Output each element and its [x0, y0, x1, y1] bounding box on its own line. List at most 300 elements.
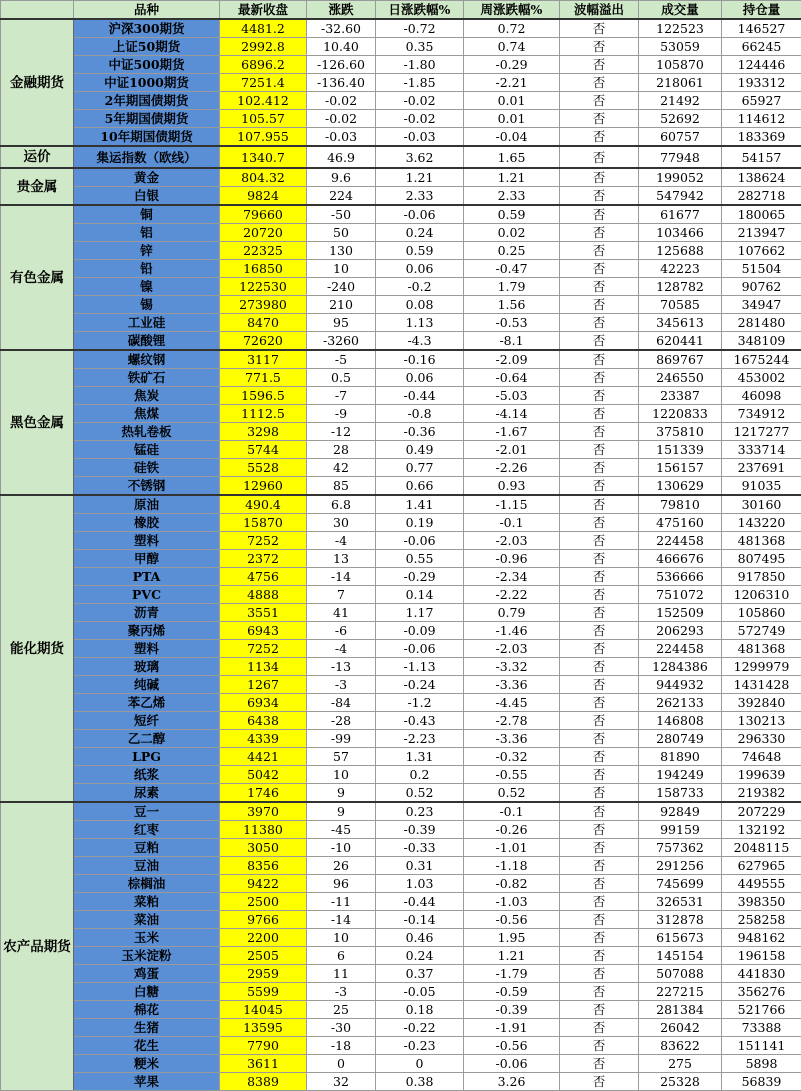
daily-change-pct-cell: 1.13 — [376, 314, 464, 332]
latest-close-cell: 12960 — [220, 477, 307, 496]
table-row — [1, 748, 801, 766]
variety-name-cell: 铜 — [74, 205, 220, 224]
change-cell: -3260 — [307, 332, 376, 351]
weekly-change-pct-cell: -1.46 — [464, 622, 560, 640]
table-row — [1, 965, 801, 983]
latest-close-cell: 3611 — [220, 1055, 307, 1073]
daily-change-pct-cell: 0.18 — [376, 1001, 464, 1019]
change-cell: 41 — [307, 604, 376, 622]
variety-name-cell: 焦煤 — [74, 405, 220, 423]
variety-name-cell: 白糖 — [74, 983, 220, 1001]
volume-cell: 1220833 — [639, 405, 722, 423]
variety-name-cell: 生猪 — [74, 1019, 220, 1037]
weekly-change-pct-cell: 1.95 — [464, 929, 560, 947]
volume-cell: 246550 — [639, 369, 722, 387]
latest-close-cell: 5528 — [220, 459, 307, 477]
latest-close-cell: 1112.5 — [220, 405, 307, 423]
weekly-change-pct-cell: -2.21 — [464, 74, 560, 92]
daily-change-pct-cell: 1.21 — [376, 168, 464, 187]
volatility-overflow-cell: 否 — [560, 730, 639, 748]
volume-cell: 81890 — [639, 748, 722, 766]
weekly-change-pct-cell: -3.32 — [464, 658, 560, 676]
weekly-change-pct-cell: -3.36 — [464, 676, 560, 694]
table-row — [1, 1037, 801, 1055]
weekly-change-pct-cell: 1.79 — [464, 278, 560, 296]
volatility-overflow-cell: 否 — [560, 568, 639, 586]
latest-close-cell: 3050 — [220, 839, 307, 857]
volume-cell: 199052 — [639, 168, 722, 187]
open-interest-cell: 449555 — [722, 875, 801, 893]
change-cell: -0.03 — [307, 128, 376, 147]
weekly-change-pct-cell: -1.01 — [464, 839, 560, 857]
daily-change-pct-cell: 0.23 — [376, 802, 464, 821]
change-cell: 28 — [307, 441, 376, 459]
volume-cell: 944932 — [639, 676, 722, 694]
volatility-overflow-cell: 否 — [560, 911, 639, 929]
open-interest-cell: 333714 — [722, 441, 801, 459]
open-interest-cell: 1675244 — [722, 350, 801, 369]
weekly-change-pct-cell: -4.45 — [464, 694, 560, 712]
volume-cell: 280749 — [639, 730, 722, 748]
daily-change-pct-cell: -0.22 — [376, 1019, 464, 1037]
variety-name-cell: 豆一 — [74, 802, 220, 821]
weekly-change-pct-cell: 0.02 — [464, 224, 560, 242]
variety-name-cell: 纸浆 — [74, 766, 220, 784]
table-row — [1, 205, 801, 224]
weekly-change-pct-cell: 3.26 — [464, 1073, 560, 1091]
volatility-overflow-cell: 否 — [560, 19, 639, 38]
table-row — [1, 1073, 801, 1091]
change-cell: 50 — [307, 224, 376, 242]
latest-close-cell: 15870 — [220, 514, 307, 532]
volatility-overflow-cell: 否 — [560, 821, 639, 839]
latest-close-cell: 1340.7 — [220, 146, 307, 168]
change-cell: 130 — [307, 242, 376, 260]
volume-cell: 83622 — [639, 1037, 722, 1055]
variety-name-cell: 乙二醇 — [74, 730, 220, 748]
latest-close-cell: 7790 — [220, 1037, 307, 1055]
daily-change-pct-cell: 0.35 — [376, 38, 464, 56]
table-row — [1, 839, 801, 857]
open-interest-cell: 193312 — [722, 74, 801, 92]
latest-close-cell: 102.412 — [220, 92, 307, 110]
volatility-overflow-cell: 否 — [560, 205, 639, 224]
variety-name-cell: 甲醇 — [74, 550, 220, 568]
open-interest-cell: 66245 — [722, 38, 801, 56]
volume-cell: 466676 — [639, 550, 722, 568]
volume-cell: 103466 — [639, 224, 722, 242]
header-change: 涨跌 — [307, 1, 376, 20]
latest-close-cell: 3551 — [220, 604, 307, 622]
variety-name-cell: 原油 — [74, 495, 220, 514]
open-interest-cell: 572749 — [722, 622, 801, 640]
change-cell: 10 — [307, 260, 376, 278]
volatility-overflow-cell: 否 — [560, 187, 639, 206]
latest-close-cell: 3298 — [220, 423, 307, 441]
open-interest-cell: 348109 — [722, 332, 801, 351]
table-row — [1, 712, 801, 730]
volatility-overflow-cell: 否 — [560, 314, 639, 332]
volume-cell: 42223 — [639, 260, 722, 278]
weekly-change-pct-cell: 0.25 — [464, 242, 560, 260]
latest-close-cell: 4421 — [220, 748, 307, 766]
volume-cell: 262133 — [639, 694, 722, 712]
header-category — [1, 1, 74, 20]
variety-name-cell: 玉米淀粉 — [74, 947, 220, 965]
weekly-change-pct-cell: -1.79 — [464, 965, 560, 983]
table-row — [1, 459, 801, 477]
weekly-change-pct-cell: -0.64 — [464, 369, 560, 387]
open-interest-cell: 34947 — [722, 296, 801, 314]
latest-close-cell: 9422 — [220, 875, 307, 893]
weekly-change-pct-cell: 0.93 — [464, 477, 560, 496]
change-cell: 9.6 — [307, 168, 376, 187]
table-row — [1, 676, 801, 694]
table-row — [1, 983, 801, 1001]
weekly-change-pct-cell: -0.47 — [464, 260, 560, 278]
table-row — [1, 224, 801, 242]
table-row — [1, 477, 801, 496]
volume-cell: 128782 — [639, 278, 722, 296]
latest-close-cell: 16850 — [220, 260, 307, 278]
daily-change-pct-cell: 1.17 — [376, 604, 464, 622]
variety-name-cell: 中证1000期货 — [74, 74, 220, 92]
daily-change-pct-cell: 1.31 — [376, 748, 464, 766]
weekly-change-pct-cell: -2.01 — [464, 441, 560, 459]
volume-cell: 61677 — [639, 205, 722, 224]
weekly-change-pct-cell: -5.03 — [464, 387, 560, 405]
latest-close-cell: 20720 — [220, 224, 307, 242]
variety-name-cell: 锰硅 — [74, 441, 220, 459]
variety-name-cell: 苯乙烯 — [74, 694, 220, 712]
table-row — [1, 242, 801, 260]
variety-name-cell: 鸡蛋 — [74, 965, 220, 983]
table-row — [1, 586, 801, 604]
volatility-overflow-cell: 否 — [560, 38, 639, 56]
volume-cell: 291256 — [639, 857, 722, 875]
open-interest-cell: 46098 — [722, 387, 801, 405]
volume-cell: 79810 — [639, 495, 722, 514]
change-cell: -28 — [307, 712, 376, 730]
open-interest-cell: 453002 — [722, 369, 801, 387]
table-row — [1, 640, 801, 658]
header-volatility-overflow: 波幅溢出 — [560, 1, 639, 20]
daily-change-pct-cell: -0.06 — [376, 205, 464, 224]
change-cell: -4 — [307, 532, 376, 550]
table-row — [1, 857, 801, 875]
volatility-overflow-cell: 否 — [560, 332, 639, 351]
volume-cell: 92849 — [639, 802, 722, 821]
latest-close-cell: 1596.5 — [220, 387, 307, 405]
open-interest-cell: 296330 — [722, 730, 801, 748]
volatility-overflow-cell: 否 — [560, 423, 639, 441]
volume-cell: 23387 — [639, 387, 722, 405]
change-cell: -50 — [307, 205, 376, 224]
daily-change-pct-cell: -0.06 — [376, 640, 464, 658]
variety-name-cell: 塑料 — [74, 640, 220, 658]
volatility-overflow-cell: 否 — [560, 857, 639, 875]
volume-cell: 227215 — [639, 983, 722, 1001]
daily-change-pct-cell: -0.16 — [376, 350, 464, 369]
latest-close-cell: 122530 — [220, 278, 307, 296]
volume-cell: 507088 — [639, 965, 722, 983]
open-interest-cell: 183369 — [722, 128, 801, 147]
weekly-change-pct-cell: -0.39 — [464, 1001, 560, 1019]
table-row — [1, 387, 801, 405]
volatility-overflow-cell: 否 — [560, 694, 639, 712]
table-row — [1, 146, 801, 168]
daily-change-pct-cell: 0.66 — [376, 477, 464, 496]
volume-cell: 53059 — [639, 38, 722, 56]
volume-cell: 869767 — [639, 350, 722, 369]
variety-name-cell: 铝 — [74, 224, 220, 242]
latest-close-cell: 1746 — [220, 784, 307, 803]
variety-name-cell: 碳酸锂 — [74, 332, 220, 351]
volume-cell: 745699 — [639, 875, 722, 893]
table-row — [1, 730, 801, 748]
daily-change-pct-cell: -1.80 — [376, 56, 464, 74]
daily-change-pct-cell: -0.24 — [376, 676, 464, 694]
change-cell: -14 — [307, 911, 376, 929]
volume-cell: 751072 — [639, 586, 722, 604]
change-cell: -136.40 — [307, 74, 376, 92]
daily-change-pct-cell: 0.52 — [376, 784, 464, 803]
volume-cell: 105870 — [639, 56, 722, 74]
daily-change-pct-cell: -0.14 — [376, 911, 464, 929]
volume-cell: 25328 — [639, 1073, 722, 1091]
variety-name-cell: 尿素 — [74, 784, 220, 803]
volatility-overflow-cell: 否 — [560, 839, 639, 857]
open-interest-cell: 107662 — [722, 242, 801, 260]
open-interest-cell: 1431428 — [722, 676, 801, 694]
volatility-overflow-cell: 否 — [560, 1001, 639, 1019]
latest-close-cell: 771.5 — [220, 369, 307, 387]
latest-close-cell: 72620 — [220, 332, 307, 351]
latest-close-cell: 22325 — [220, 242, 307, 260]
weekly-change-pct-cell: 0.79 — [464, 604, 560, 622]
open-interest-cell: 1299979 — [722, 658, 801, 676]
variety-name-cell: 铁矿石 — [74, 369, 220, 387]
daily-change-pct-cell: -2.23 — [376, 730, 464, 748]
table-row — [1, 802, 801, 821]
weekly-change-pct-cell: -1.15 — [464, 495, 560, 514]
change-cell: 11 — [307, 965, 376, 983]
volatility-overflow-cell: 否 — [560, 128, 639, 147]
variety-name-cell: 锡 — [74, 296, 220, 314]
open-interest-cell: 132192 — [722, 821, 801, 839]
table-row — [1, 168, 801, 187]
volatility-overflow-cell: 否 — [560, 622, 639, 640]
variety-name-cell: 5年期国债期货 — [74, 110, 220, 128]
change-cell: 57 — [307, 748, 376, 766]
table-row — [1, 911, 801, 929]
header-latest-close: 最新收盘 — [220, 1, 307, 20]
open-interest-cell: 481368 — [722, 532, 801, 550]
latest-close-cell: 9824 — [220, 187, 307, 206]
variety-name-cell: 玉米 — [74, 929, 220, 947]
variety-name-cell: 黄金 — [74, 168, 220, 187]
volatility-overflow-cell: 否 — [560, 712, 639, 730]
weekly-change-pct-cell: -1.67 — [464, 423, 560, 441]
latest-close-cell: 490.4 — [220, 495, 307, 514]
daily-change-pct-cell: -0.72 — [376, 19, 464, 38]
change-cell: 210 — [307, 296, 376, 314]
variety-name-cell: 白银 — [74, 187, 220, 206]
open-interest-cell: 151141 — [722, 1037, 801, 1055]
volatility-overflow-cell: 否 — [560, 387, 639, 405]
change-cell: 10 — [307, 929, 376, 947]
weekly-change-pct-cell: 0.01 — [464, 110, 560, 128]
table-row — [1, 19, 801, 38]
latest-close-cell: 7252 — [220, 532, 307, 550]
latest-close-cell: 5042 — [220, 766, 307, 784]
change-cell: -6 — [307, 622, 376, 640]
table-row — [1, 929, 801, 947]
table-row — [1, 92, 801, 110]
volatility-overflow-cell: 否 — [560, 495, 639, 514]
open-interest-cell: 114612 — [722, 110, 801, 128]
latest-close-cell: 3970 — [220, 802, 307, 821]
table-row — [1, 1055, 801, 1073]
daily-change-pct-cell: -0.09 — [376, 622, 464, 640]
table-row — [1, 893, 801, 911]
open-interest-cell: 356276 — [722, 983, 801, 1001]
weekly-change-pct-cell: -0.32 — [464, 748, 560, 766]
daily-change-pct-cell: -0.29 — [376, 568, 464, 586]
latest-close-cell: 105.57 — [220, 110, 307, 128]
header-daily-change-pct: 日涨跌幅% — [376, 1, 464, 20]
open-interest-cell: 65927 — [722, 92, 801, 110]
change-cell: 7 — [307, 586, 376, 604]
variety-name-cell: 铅 — [74, 260, 220, 278]
open-interest-cell: 521766 — [722, 1001, 801, 1019]
volume-cell: 146808 — [639, 712, 722, 730]
table-row — [1, 128, 801, 147]
change-cell: -5 — [307, 350, 376, 369]
daily-change-pct-cell: 0.59 — [376, 242, 464, 260]
variety-name-cell: 上证50期货 — [74, 38, 220, 56]
latest-close-cell: 8470 — [220, 314, 307, 332]
latest-close-cell: 11380 — [220, 821, 307, 839]
variety-name-cell: 塑料 — [74, 532, 220, 550]
latest-close-cell: 2500 — [220, 893, 307, 911]
open-interest-cell: 441830 — [722, 965, 801, 983]
table-row — [1, 604, 801, 622]
change-cell: 96 — [307, 875, 376, 893]
weekly-change-pct-cell: 0.74 — [464, 38, 560, 56]
daily-change-pct-cell: -0.8 — [376, 405, 464, 423]
volume-cell: 275 — [639, 1055, 722, 1073]
variety-name-cell: 聚丙烯 — [74, 622, 220, 640]
volume-cell: 547942 — [639, 187, 722, 206]
table-row — [1, 532, 801, 550]
volatility-overflow-cell: 否 — [560, 92, 639, 110]
volatility-overflow-cell: 否 — [560, 1019, 639, 1037]
daily-change-pct-cell: 0.77 — [376, 459, 464, 477]
daily-change-pct-cell: 0.08 — [376, 296, 464, 314]
latest-close-cell: 6438 — [220, 712, 307, 730]
table-row — [1, 369, 801, 387]
open-interest-cell: 138624 — [722, 168, 801, 187]
daily-change-pct-cell: -0.39 — [376, 821, 464, 839]
weekly-change-pct-cell: -0.06 — [464, 1055, 560, 1073]
daily-change-pct-cell: 1.41 — [376, 495, 464, 514]
daily-change-pct-cell: 1.03 — [376, 875, 464, 893]
open-interest-cell: 1206310 — [722, 586, 801, 604]
open-interest-cell: 237691 — [722, 459, 801, 477]
latest-close-cell: 6896.2 — [220, 56, 307, 74]
variety-name-cell: 玻璃 — [74, 658, 220, 676]
volatility-overflow-cell: 否 — [560, 74, 639, 92]
latest-close-cell: 2959 — [220, 965, 307, 983]
weekly-change-pct-cell: -2.78 — [464, 712, 560, 730]
weekly-change-pct-cell: -0.04 — [464, 128, 560, 147]
volatility-overflow-cell: 否 — [560, 550, 639, 568]
variety-name-cell: 花生 — [74, 1037, 220, 1055]
volatility-overflow-cell: 否 — [560, 947, 639, 965]
latest-close-cell: 79660 — [220, 205, 307, 224]
table-row — [1, 1019, 801, 1037]
variety-name-cell: 短纤 — [74, 712, 220, 730]
volatility-overflow-cell: 否 — [560, 110, 639, 128]
open-interest-cell: 807495 — [722, 550, 801, 568]
daily-change-pct-cell: -1.85 — [376, 74, 464, 92]
change-cell: -4 — [307, 640, 376, 658]
open-interest-cell: 54157 — [722, 146, 801, 168]
volume-cell: 130629 — [639, 477, 722, 496]
change-cell: 0 — [307, 1055, 376, 1073]
category-cell: 金融期货 — [1, 19, 74, 146]
volatility-overflow-cell: 否 — [560, 875, 639, 893]
open-interest-cell: 91035 — [722, 477, 801, 496]
change-cell: 85 — [307, 477, 376, 496]
volume-cell: 615673 — [639, 929, 722, 947]
volume-cell: 99159 — [639, 821, 722, 839]
weekly-change-pct-cell: -2.03 — [464, 532, 560, 550]
variety-name-cell: PTA — [74, 568, 220, 586]
change-cell: -45 — [307, 821, 376, 839]
open-interest-cell: 627965 — [722, 857, 801, 875]
daily-change-pct-cell: -0.23 — [376, 1037, 464, 1055]
variety-name-cell: 硅铁 — [74, 459, 220, 477]
variety-name-cell: 镍 — [74, 278, 220, 296]
latest-close-cell: 2505 — [220, 947, 307, 965]
open-interest-cell: 398350 — [722, 893, 801, 911]
volatility-overflow-cell: 否 — [560, 405, 639, 423]
volatility-overflow-cell: 否 — [560, 766, 639, 784]
latest-close-cell: 9766 — [220, 911, 307, 929]
volume-cell: 218061 — [639, 74, 722, 92]
latest-close-cell: 13595 — [220, 1019, 307, 1037]
volatility-overflow-cell: 否 — [560, 56, 639, 74]
daily-change-pct-cell: -1.2 — [376, 694, 464, 712]
variety-name-cell: 沥青 — [74, 604, 220, 622]
change-cell: 30 — [307, 514, 376, 532]
volume-cell: 326531 — [639, 893, 722, 911]
table-row — [1, 350, 801, 369]
latest-close-cell: 4339 — [220, 730, 307, 748]
table-row — [1, 278, 801, 296]
category-cell: 黑色金属 — [1, 350, 74, 495]
open-interest-cell: 948162 — [722, 929, 801, 947]
open-interest-cell: 146527 — [722, 19, 801, 38]
open-interest-cell: 734912 — [722, 405, 801, 423]
open-interest-cell: 213947 — [722, 224, 801, 242]
daily-change-pct-cell: 0 — [376, 1055, 464, 1073]
change-cell: -7 — [307, 387, 376, 405]
volume-cell: 145154 — [639, 947, 722, 965]
weekly-change-pct-cell: 0.59 — [464, 205, 560, 224]
